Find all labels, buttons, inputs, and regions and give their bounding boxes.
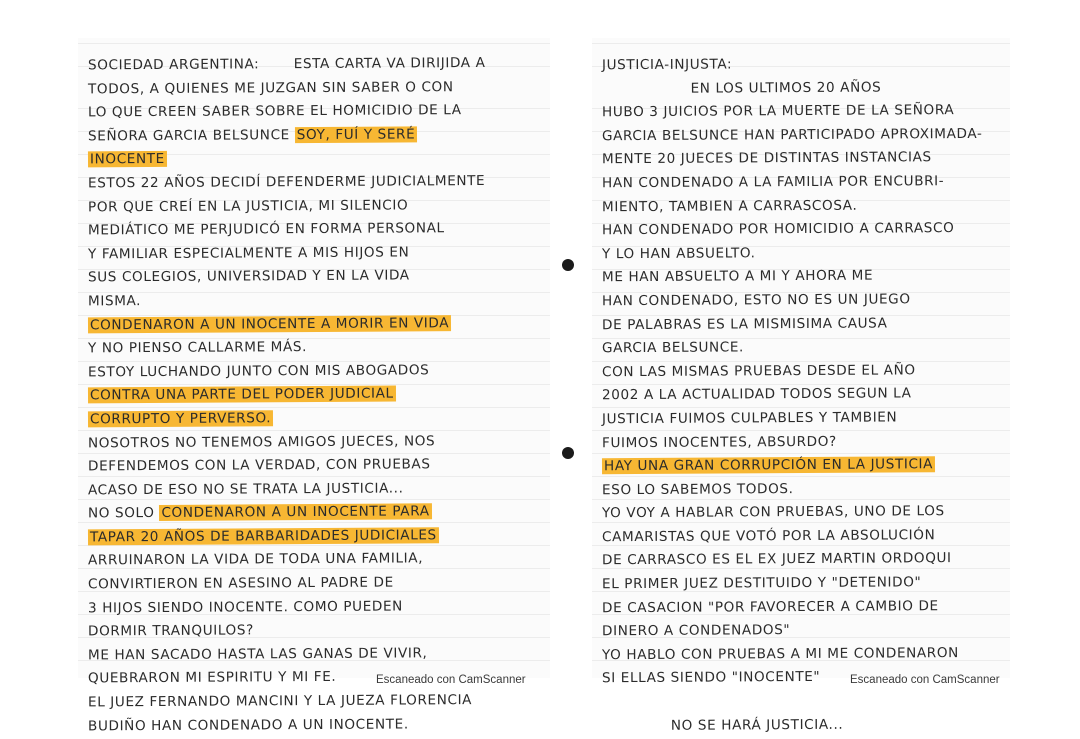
letter-line [602,146,1004,172]
letter-line [602,75,1004,101]
handwritten-text: ME HAN ABSUELTO A MI Y AHORA ME [601,267,874,286]
highlighted-text: INOCENTE [89,151,165,168]
handwritten-text: MISMA. [87,293,142,310]
letter-line [88,618,544,644]
handwritten-text: HAN CONDENADO, ESTO NO ES UN JUEGO [601,291,911,310]
letter-line [88,406,544,432]
handwritten-text: ARRUINARON LA VIDA DE TODA UNA FAMILIA, [87,550,424,569]
handwritten-text: ESTOS 22 AÑOS DECIDÍ DEFENDERME JUDICIALMENTE [87,172,486,192]
handwritten-text: MIENTO, TAMBIEN A CARRASCOSA. [601,197,858,215]
letter-line [88,689,544,715]
highlighted-text: CONDENARON A UN INOCENTE A MORIR EN VIDA [89,314,450,333]
handwritten-text: HAN CONDENADO A LA FAMILIA POR ENCUBRI- [601,173,945,192]
handwritten-text: DE CASACION "POR FAVORECER A CAMBIO DE [601,597,939,616]
letter-line [88,311,544,337]
letter-line [602,476,1004,502]
handwritten-text: DEFENDEMOS CON LA VERDAD, CON PRUEBAS [87,456,431,475]
letter-line [88,712,544,738]
handwritten-text: SI ELLAS SIENDO "INOCENTE" [601,669,821,687]
handwritten-text: HAN CONDENADO POR HOMICIDIO A CARRASCO [601,220,955,239]
letter-line [88,264,544,290]
letter-line [88,335,544,361]
letter-line [88,382,544,408]
letter-line [88,146,544,172]
letter-line [602,524,1004,550]
handwritten-text: SUS COLEGIOS, UNIVERSIDAD Y EN LA VIDA [87,267,410,286]
handwritten-text: POR QUE CREÍ EN LA JUSTICIA, MI SILENCIO [87,196,409,215]
handwritten-text: NOSOTROS NO TENEMOS AMIGOS JUECES, NOS [87,432,436,451]
letter-line [602,594,1004,620]
letter-line [88,240,544,266]
handwritten-text: Y FAMILIAR ESPECIALMENTE A MIS HIJOS EN [87,244,410,263]
letter-line [602,99,1004,125]
letter-line [88,52,544,78]
letter-line [602,358,1004,384]
letter-line [88,217,544,243]
camscanner-watermark: Escaneado con CamScanner [850,674,1000,686]
letter-line [602,52,1004,78]
handwritten-text: Y NO PIENSO CALLARME MÁS. [87,339,308,357]
letter-line [602,618,1004,644]
handwritten-text: DE CARRASCO ES EL EX JUEZ MARTIN ORDOQUI [601,550,952,569]
letter-line [88,288,544,314]
handwritten-text: JUSTICIA FUIMOS CULPABLES Y TAMBIEN [601,409,898,428]
letter-line [88,500,544,526]
letter-line [602,382,1004,408]
letter-text-right [602,53,1004,737]
letter-line [88,641,544,667]
letter-line [602,406,1004,432]
letter-line [88,547,544,573]
handwritten-text: SEÑORA GARCIA BELSUNCE [87,126,295,145]
handwritten-text: Y LO HAN ABSUELTO. [601,245,756,262]
handwritten-text: DINERO A CONDENADOS" [601,622,791,640]
letter-line [88,75,544,101]
highlighted-text: TAPAR 20 AÑOS DE BARBARIDADES JUDICIALES [89,527,437,546]
handwritten-text: JUSTICIA-INJUSTA: [601,56,733,74]
handwritten-text: 3 HIJOS SIENDO INOCENTE. COMO PUEDEN [87,598,403,617]
handwritten-text: BUDIÑO HAN CONDENADO A UN INOCENTE. [87,716,409,735]
letter-line [88,523,544,549]
letter-line [602,170,1004,196]
handwritten-text: ESO LO SABEMOS TODOS. [601,480,794,498]
letter-text-left [88,53,544,737]
handwritten-text: FUIMOS INOCENTES, ABSURDO? [601,433,837,451]
letter-line [88,193,544,219]
handwritten-text: CAMARISTAS QUE VOTÓ POR LA ABSOLUCIÓN [601,527,936,546]
letter-line [602,311,1004,337]
letter-line [602,123,1004,149]
handwritten-text: 2002 A LA ACTUALIDAD TODOS SEGUN LA [601,385,912,404]
letter-line [88,429,544,455]
binder-hole [562,447,574,459]
handwritten-text: YO HABLO CON PRUEBAS A MI ME CONDENARON [601,644,959,664]
binder-hole [562,259,574,271]
handwritten-text: YO VOY A HABLAR CON PRUEBAS, UNO DE LOS [601,503,945,522]
letter-line [602,547,1004,573]
letter-line [88,99,544,125]
letter-line [602,429,1004,455]
letter-line [602,712,1004,738]
letter-line [88,476,544,502]
letter-line [602,642,1004,668]
handwritten-text: ACASO DE ESO NO SE TRATA LA JUSTICIA... [87,480,404,499]
letter-line [602,571,1004,597]
letter-line [88,571,544,597]
handwritten-text: ESTOY LUCHANDO JUNTO CON MIS ABOGADOS [87,362,430,381]
letter-line [88,122,544,148]
letter-line [602,288,1004,314]
handwritten-text: EN LOS ULTIMOS 20 AÑOS [601,79,882,97]
letter-line [602,217,1004,243]
letter-line [602,241,1004,267]
handwritten-text: DORMIR TRANQUILOS? [87,622,254,640]
highlighted-text: SOY, FUÍ Y SERÉ [296,126,416,143]
handwritten-text: NO SE HARÁ JUSTICIA... [601,716,844,734]
handwritten-text: GARCIA BELSUNCE HAN PARTICIPADO APROXIMADA- [601,125,983,145]
handwritten-text: EL PRIMER JUEZ DESTITUIDO Y "DETENIDO" [601,574,922,593]
letter-line [602,500,1004,526]
handwritten-text: NO SOLO [87,505,160,522]
highlighted-text: CORRUPTO Y PERVERSO. [89,410,272,428]
handwritten-text: MENTE 20 JUECES DE DISTINTAS INSTANCIAS [601,149,932,168]
letter-line [602,689,1004,715]
handwritten-text: HUBO 3 JUICIOS POR LA MUERTE DE LA SEÑORA [601,102,955,121]
letter-line [602,264,1004,290]
camscanner-watermark: Escaneado con CamScanner [376,674,526,686]
letter-line [88,594,544,620]
handwritten-text: ME HAN SACADO HASTA LAS GANAS DE VIVIR, [87,645,428,664]
handwritten-text: MEDIÁTICO ME PERJUDICÓ EN FORMA PERSONAL [87,220,445,239]
handwritten-text: LO QUE CREEN SABER SOBRE EL HOMICIDIO DE LA [87,102,462,121]
letter-line [88,358,544,384]
handwritten-text: SOCIEDAD ARGENTINA: ESTA CARTA VA DIRIJIDA A [87,54,486,74]
handwritten-text: QUEBRARON MI ESPIRITU Y MI FE. [87,669,337,687]
highlighted-text: HAY UNA GRAN CORRUPCIÓN EN LA JUSTICIA [603,456,934,475]
letter-line [602,193,1004,219]
handwritten-text: CONVIRTIERON EN ASESINO AL PADRE DE [87,574,394,593]
highlighted-text: CONDENARON A UN INOCENTE PARA [161,503,430,522]
letter-line [602,453,1004,479]
highlighted-text: CONTRA UNA PARTE DEL PODER JUDICIAL [89,385,394,404]
letter-line [88,453,544,479]
handwritten-text: CON LAS MISMAS PRUEBAS DESDE EL AÑO [601,362,916,380]
letter-line [602,335,1004,361]
handwritten-text: GARCIA BELSUNCE. [601,339,745,357]
handwritten-text: DE PALABRAS ES LA MISMISIMA CAUSA [601,315,888,333]
handwritten-text: EL JUEZ FERNANDO MANCINI Y LA JUEZA FLORENCIA [87,692,473,711]
handwritten-text: TODOS, A QUIENES ME JUZGAN SIN SABER O CON [87,78,454,97]
letter-line [88,170,544,196]
